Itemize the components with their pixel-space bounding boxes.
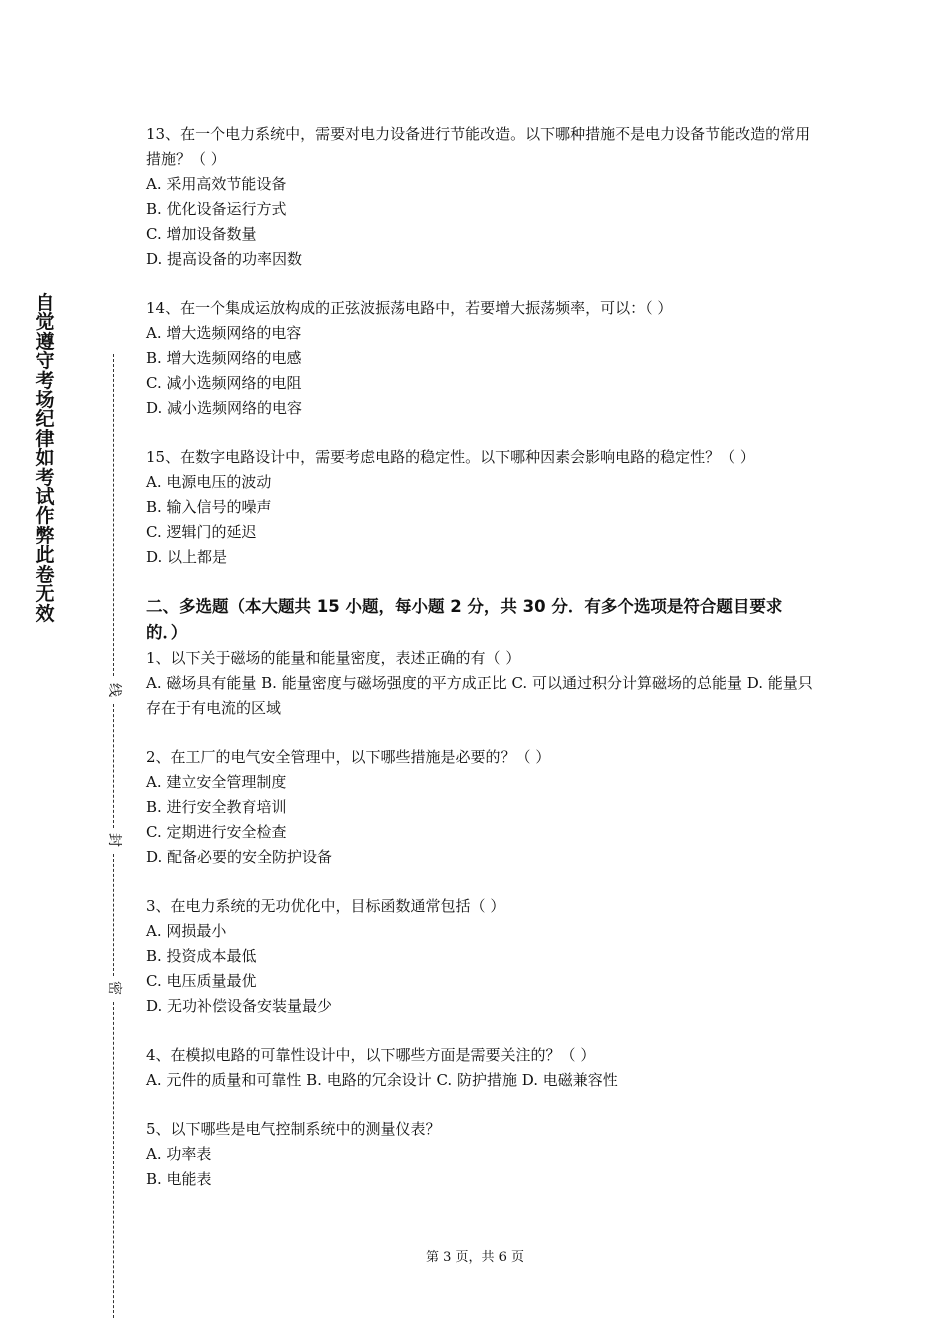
seal-line-label-feng: 封 [106,830,122,850]
seal-line-label-xian: 线 [106,680,122,700]
question-stem: 14、在一个集成运放构成的正弦波振荡电路中，若要增大振荡频率，可以：（ ） [146,299,673,317]
question-stem: 5、以下哪些是电气控制系统中的测量仪表？ [146,1120,441,1138]
option-a: A. 增大选频网络的电容 [146,324,302,342]
mc-question-5 [146,1117,814,1192]
seal-line-label-mi: 密 [106,978,122,998]
page-number-footer: 第 3 页，共 6 页 [425,1250,525,1265]
mc-question-3 [146,894,814,1019]
question-content [146,122,814,1216]
option-b: B. 投资成本最低 [146,947,257,965]
question-stem: 2、在工厂的电气安全管理中，以下哪些措施是必要的？（ ） [146,748,551,766]
mc-question-2 [146,745,814,870]
question-13 [146,122,814,272]
question-14 [146,296,814,421]
option-d: D. 配备必要的安全防护设备 [146,848,333,866]
question-stem: 4、在模拟电路的可靠性设计中，以下哪些方面是需要关注的？（ ） [146,1046,596,1064]
option-b: B. 电能表 [146,1170,212,1188]
option-a: A. 采用高效节能设备 [146,175,287,193]
option-c: C. 逻辑门的延迟 [146,523,257,541]
option-d: D. 以上都是 [146,548,228,566]
option-d: D. 无功补偿设备安装量最少 [146,997,333,1015]
option-a: A. 电源电压的波动 [146,473,272,491]
exam-discipline-notice: 自觉遵守考场纪律如考试作弊此卷无效 [35,292,55,625]
option-c: C. 增加设备数量 [146,225,257,243]
options-inline: A. 磁场具有能量 B. 能量密度与磁场强度的平方成正比 C. 可以通过积分计算磁场的总能量 D. 能量只存在于有电流的区域 [146,674,813,717]
seal-dashed-line-segment [113,1002,114,1318]
seal-dashed-line-segment [113,354,114,676]
question-stem: 1、以下关于磁场的能量和能量密度，表述正确的有（ ） [146,649,521,667]
option-a: A. 建立安全管理制度 [146,773,287,791]
option-a: A. 网损最小 [146,922,227,940]
section-heading-multiple-choice: 二、多选题（本大题共 15 小题，每小题 2 分，共 30 分．有多个选项是符合题目要求的．） [146,597,783,642]
mc-question-1 [146,646,814,721]
option-c: C. 定期进行安全检查 [146,823,287,841]
option-b: B. 进行安全教育培训 [146,798,287,816]
option-b: B. 增大选频网络的电感 [146,349,302,367]
option-b: B. 输入信号的噪声 [146,498,272,516]
seal-dashed-line-segment [113,704,114,828]
option-a: A. 功率表 [146,1145,212,1163]
option-d: D. 减小选频网络的电容 [146,399,303,417]
option-d: D. 提高设备的功率因数 [146,250,303,268]
option-c: C. 减小选频网络的电阻 [146,374,302,392]
question-stem: 15、在数字电路设计中，需要考虑电路的稳定性。以下哪种因素会影响电路的稳定性？（ ） [146,448,755,466]
options-inline: A. 元件的质量和可靠性 B. 电路的冗余设计 C. 防护措施 D. 电磁兼容性 [146,1071,618,1089]
question-stem: 3、在电力系统的无功优化中，目标函数通常包括（ ） [146,897,506,915]
option-b: B. 优化设备运行方式 [146,200,287,218]
seal-dashed-line-segment [113,854,114,976]
mc-question-4 [146,1043,814,1093]
question-15 [146,445,814,570]
option-c: C. 电压质量最优 [146,972,257,990]
question-stem: 13、在一个电力系统中，需要对电力设备进行节能改造。以下哪种措施不是电力设备节能改造的常用措施？（ ） [146,125,811,168]
